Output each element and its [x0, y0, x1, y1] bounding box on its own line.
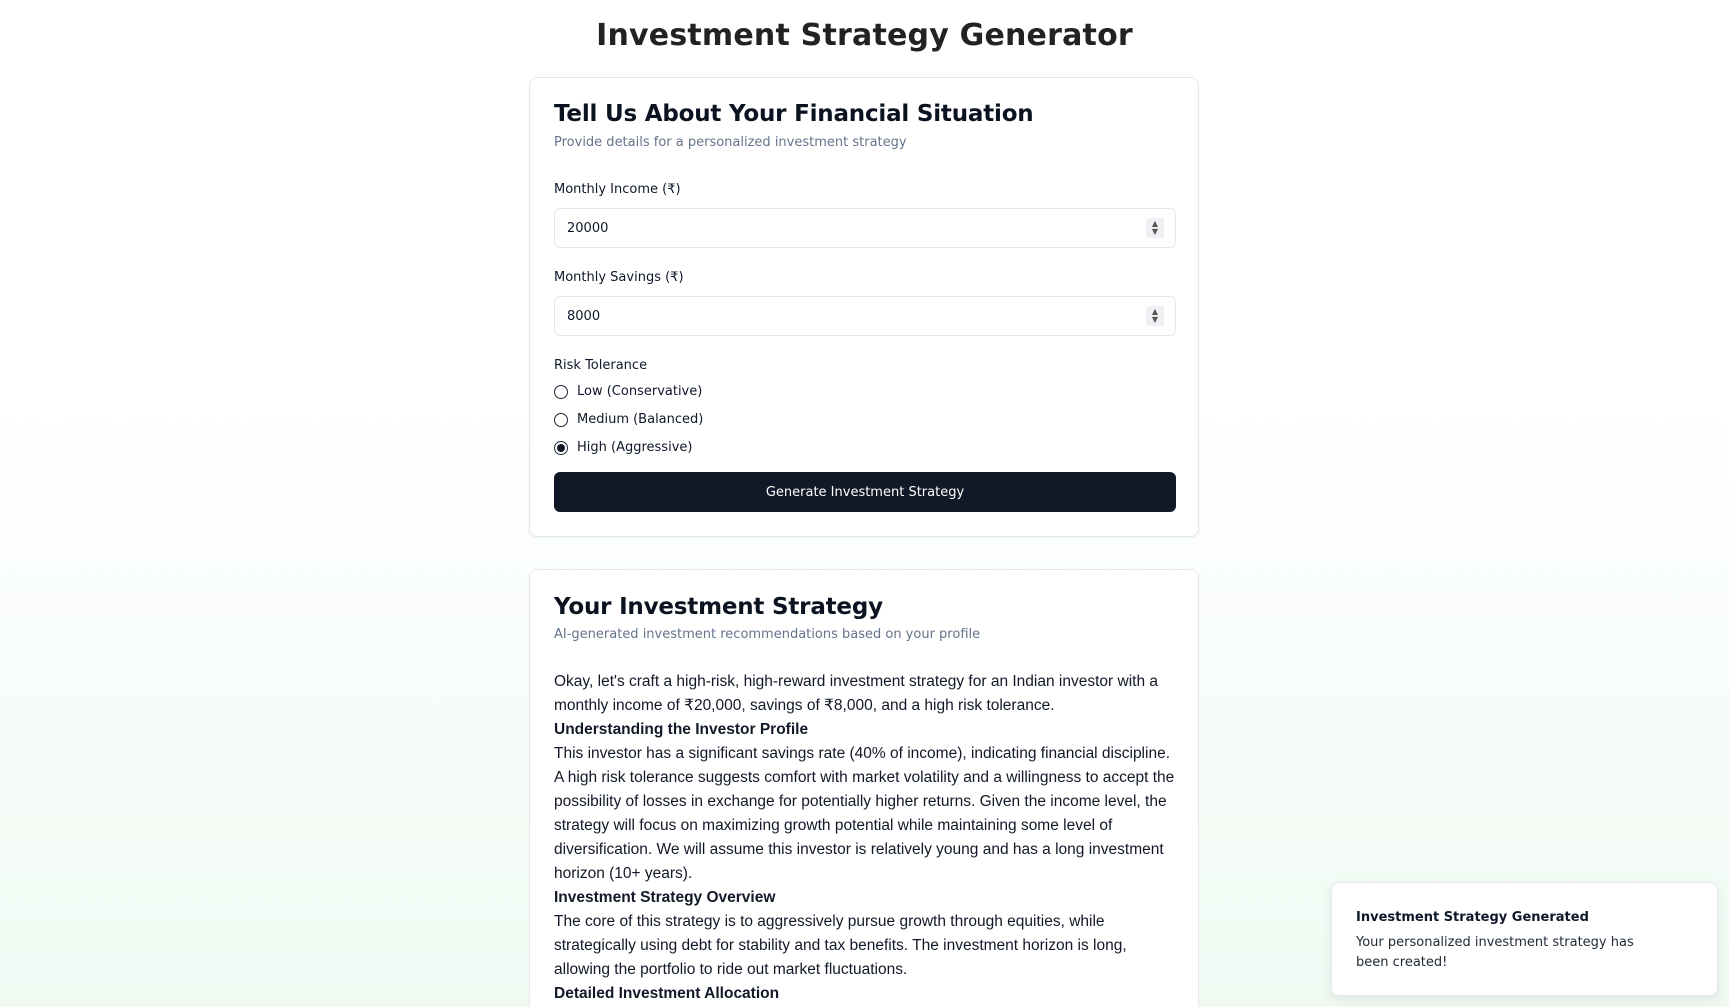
toast-title: Investment Strategy Generated: [1356, 910, 1589, 925]
risk-option-low[interactable]: [554, 383, 702, 401]
risk-option-high[interactable]: [554, 439, 692, 457]
income-spinner[interactable]: [1146, 218, 1164, 238]
monthly-income-input[interactable]: [554, 208, 1176, 248]
monthly-savings-value: 8000: [567, 308, 601, 324]
generate-strategy-button[interactable]: Generate Investment Strategy: [554, 472, 1176, 512]
chevron-down-icon[interactable]: ▼: [1151, 315, 1159, 324]
chevron-up-icon[interactable]: ▲: [1151, 307, 1159, 316]
risk-option-medium-label: Medium (Balanced): [577, 412, 704, 427]
toast-description: Your personalized investment strategy has been created!: [1356, 935, 1634, 970]
radio-medium[interactable]: [554, 413, 568, 427]
risk-option-low-label: Low (Conservative): [577, 384, 703, 399]
result-heading: Your Investment Strategy: [554, 594, 883, 620]
financial-form-card: [529, 77, 1199, 537]
monthly-income-value: 20000: [567, 220, 609, 236]
form-subheading: Provide details for a personalized investment strategy: [554, 135, 907, 150]
strategy-result-card: [529, 569, 1199, 1007]
radio-high[interactable]: [554, 441, 568, 455]
chevron-up-icon[interactable]: ▲: [1151, 219, 1159, 228]
monthly-income-label: Monthly Income (₹): [554, 182, 681, 197]
monthly-savings-label: Monthly Savings (₹): [554, 270, 684, 285]
radio-low[interactable]: [554, 385, 568, 399]
section-heading-investor-profile: Understanding the Investor Profile: [554, 721, 809, 738]
risk-option-medium[interactable]: [554, 411, 703, 429]
monthly-savings-input[interactable]: [554, 296, 1176, 336]
page-title: Investment Strategy Generator: [596, 18, 1133, 53]
section-heading-strategy-overview: Investment Strategy Overview: [554, 889, 776, 906]
strategy-intro: Okay, let's craft a high-risk, high-reward investment strategy for an Indian investor with a monthly income of ₹20,000, savings of ₹8,000, and a high risk tolerance.: [554, 673, 1158, 714]
section-text-investor-profile: This investor has a significant savings rate (40% of income), indicating financial discipline. A high risk tolerance suggests comfort with market volatility and a willingness to accept the possibility of losses in exchange for potentially higher returns. Given the income level, the strategy will focus on maximizing growth potential while maintaining some level of diversification. We will assume this investor is relatively young and has a long investment horizon (10+ years).: [554, 745, 1175, 882]
chevron-down-icon[interactable]: ▼: [1151, 227, 1159, 236]
result-subheading: AI-generated investment recommendations based on your profile: [554, 627, 981, 642]
section-heading-allocation: Detailed Investment Allocation: [554, 985, 780, 1002]
success-toast[interactable]: [1331, 882, 1718, 996]
strategy-text: [554, 670, 1176, 1006]
form-heading: Tell Us About Your Financial Situation: [554, 101, 1034, 127]
risk-option-high-label: High (Aggressive): [577, 440, 693, 455]
savings-spinner[interactable]: [1146, 306, 1164, 326]
section-text-strategy-overview: The core of this strategy is to aggressively pursue growth through equities, while strategically using debt for stability and tax benefits. The investment horizon is long, allowing the portfolio to ride out market fluctuations.: [554, 913, 1127, 978]
risk-tolerance-label: Risk Tolerance: [554, 358, 648, 373]
